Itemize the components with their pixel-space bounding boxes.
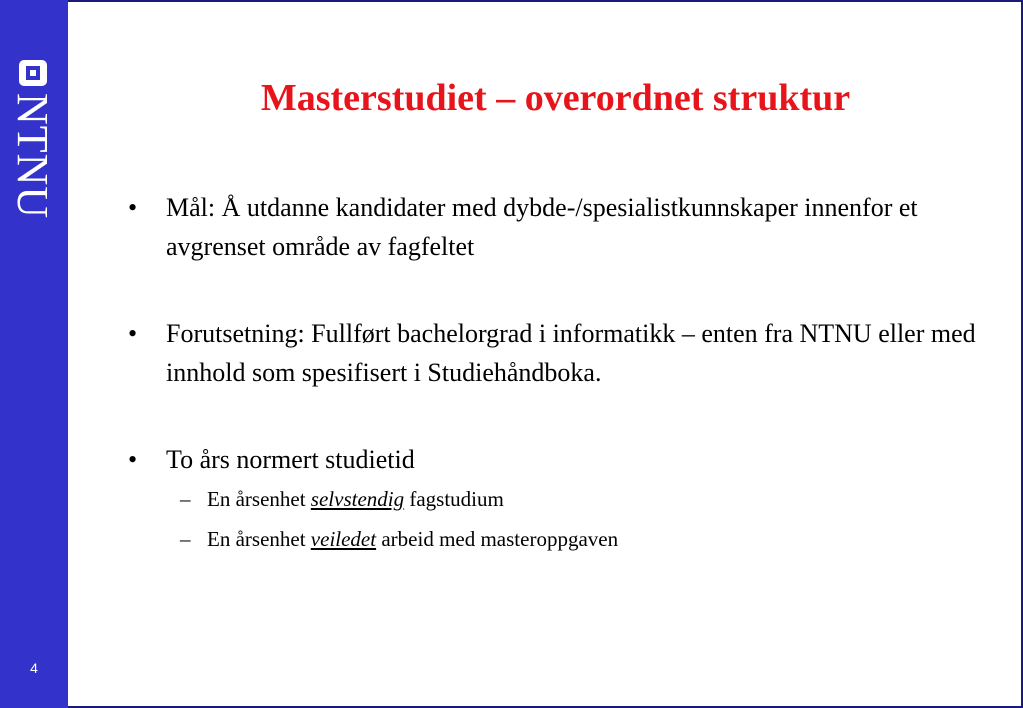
bullet-icon: • xyxy=(128,319,138,348)
dash-icon: – xyxy=(180,487,191,511)
bullet-text: Forutsetning: Fullført bachelorgrad i informatikk – enten fra NTNU eller med innhold som spesifisert i Studiehåndboka. xyxy=(166,319,976,387)
bullet-item xyxy=(128,188,988,266)
bullet-item xyxy=(128,440,988,479)
sub-bullet-prefix: En årsenhet xyxy=(207,527,311,551)
bullet-text: Mål: Å utdanne kandidater med dybde-/spesialistkunnskaper innenfor et avgrenset område av fagfeltet xyxy=(166,193,918,261)
sidebar xyxy=(0,0,68,708)
logo-text: NTNU xyxy=(8,93,57,220)
sub-bullet-item xyxy=(128,485,988,513)
sub-bullet-prefix: En årsenhet xyxy=(207,487,311,511)
sub-bullet-emphasis: veiledet xyxy=(310,527,377,551)
bullet-icon: • xyxy=(128,193,138,222)
sub-bullet-suffix: fagstudium xyxy=(404,487,504,511)
ntnu-logo-icon xyxy=(19,60,47,86)
sub-bullet-item xyxy=(128,525,988,553)
slide-content xyxy=(128,188,988,565)
sub-bullet-suffix: arbeid med masteroppgaven xyxy=(376,527,619,551)
dash-icon: – xyxy=(180,527,191,551)
bullet-icon: • xyxy=(128,445,138,474)
bullet-item xyxy=(128,314,988,392)
bullet-text: To års normert studietid xyxy=(166,445,415,474)
sub-bullet-emphasis: selvstendig xyxy=(310,487,405,511)
page-number: 4 xyxy=(30,660,38,676)
top-border xyxy=(68,0,1023,2)
slide-title: Masterstudiet – overordnet struktur xyxy=(260,77,851,119)
